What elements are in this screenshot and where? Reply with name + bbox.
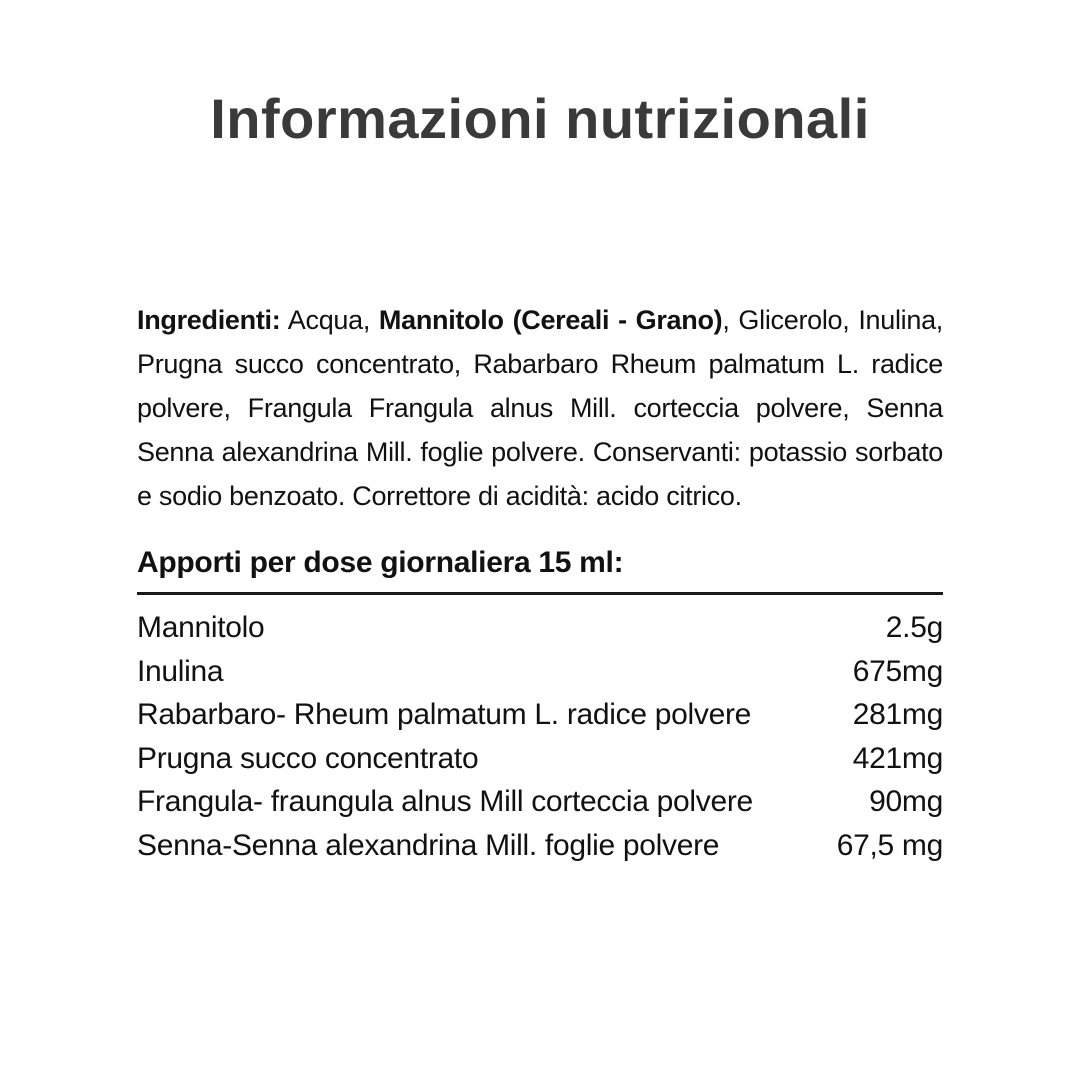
table-row xyxy=(137,650,943,694)
nutrient-name: Mannitolo xyxy=(137,611,265,644)
heading-divider xyxy=(137,592,943,595)
nutrient-value: 67,5 mg xyxy=(836,828,943,862)
ingredients-text-1: Acqua, xyxy=(280,305,379,335)
table-row xyxy=(137,606,943,650)
nutrient-name: Prugna succo concentrato xyxy=(137,741,479,775)
page-title: Informazioni nutrizionali xyxy=(210,87,870,150)
ingredients-label: Ingredienti: xyxy=(137,305,281,335)
table-row xyxy=(137,693,943,737)
nutrient-value: 421mg xyxy=(852,741,943,775)
daily-intake-heading: Apporti per dose giornaliera 15 ml: xyxy=(137,546,624,579)
nutrient-name: Rabarbaro- Rheum palmatum L. radice polvere xyxy=(137,698,752,731)
nutrient-value: 675mg xyxy=(852,654,943,688)
table-row xyxy=(137,780,943,824)
daily-intake-table xyxy=(137,606,943,867)
nutrient-name: Frangula- fraungula alnus Mill corteccia polvere xyxy=(137,785,753,818)
table-row xyxy=(137,737,943,781)
ingredients-allergen: Mannitolo (Cereali - Grano) xyxy=(378,305,723,335)
nutrient-value: 281mg xyxy=(852,698,943,731)
ingredients-paragraph xyxy=(137,298,943,518)
table-row xyxy=(137,824,943,868)
ingredients-text-2: , Glicerolo, Inulina, Prugna succo concentrato, Rabarbaro Rheum palmatum L. radice polvere, Frangula Frangula alnus Mill. corteccia polvere, Senna Senna alexandrina Mill. foglie polvere. Conservanti: potassio sorbato e sodio benzoato. Correttore di acidità: acido citrico. xyxy=(137,305,944,511)
nutrient-value: 90mg xyxy=(869,785,943,818)
nutrient-name: Inulina xyxy=(137,654,224,688)
nutrient-value: 2.5g xyxy=(885,611,943,644)
nutrient-name: Senna-Senna alexandrina Mill. foglie polvere xyxy=(137,828,720,862)
